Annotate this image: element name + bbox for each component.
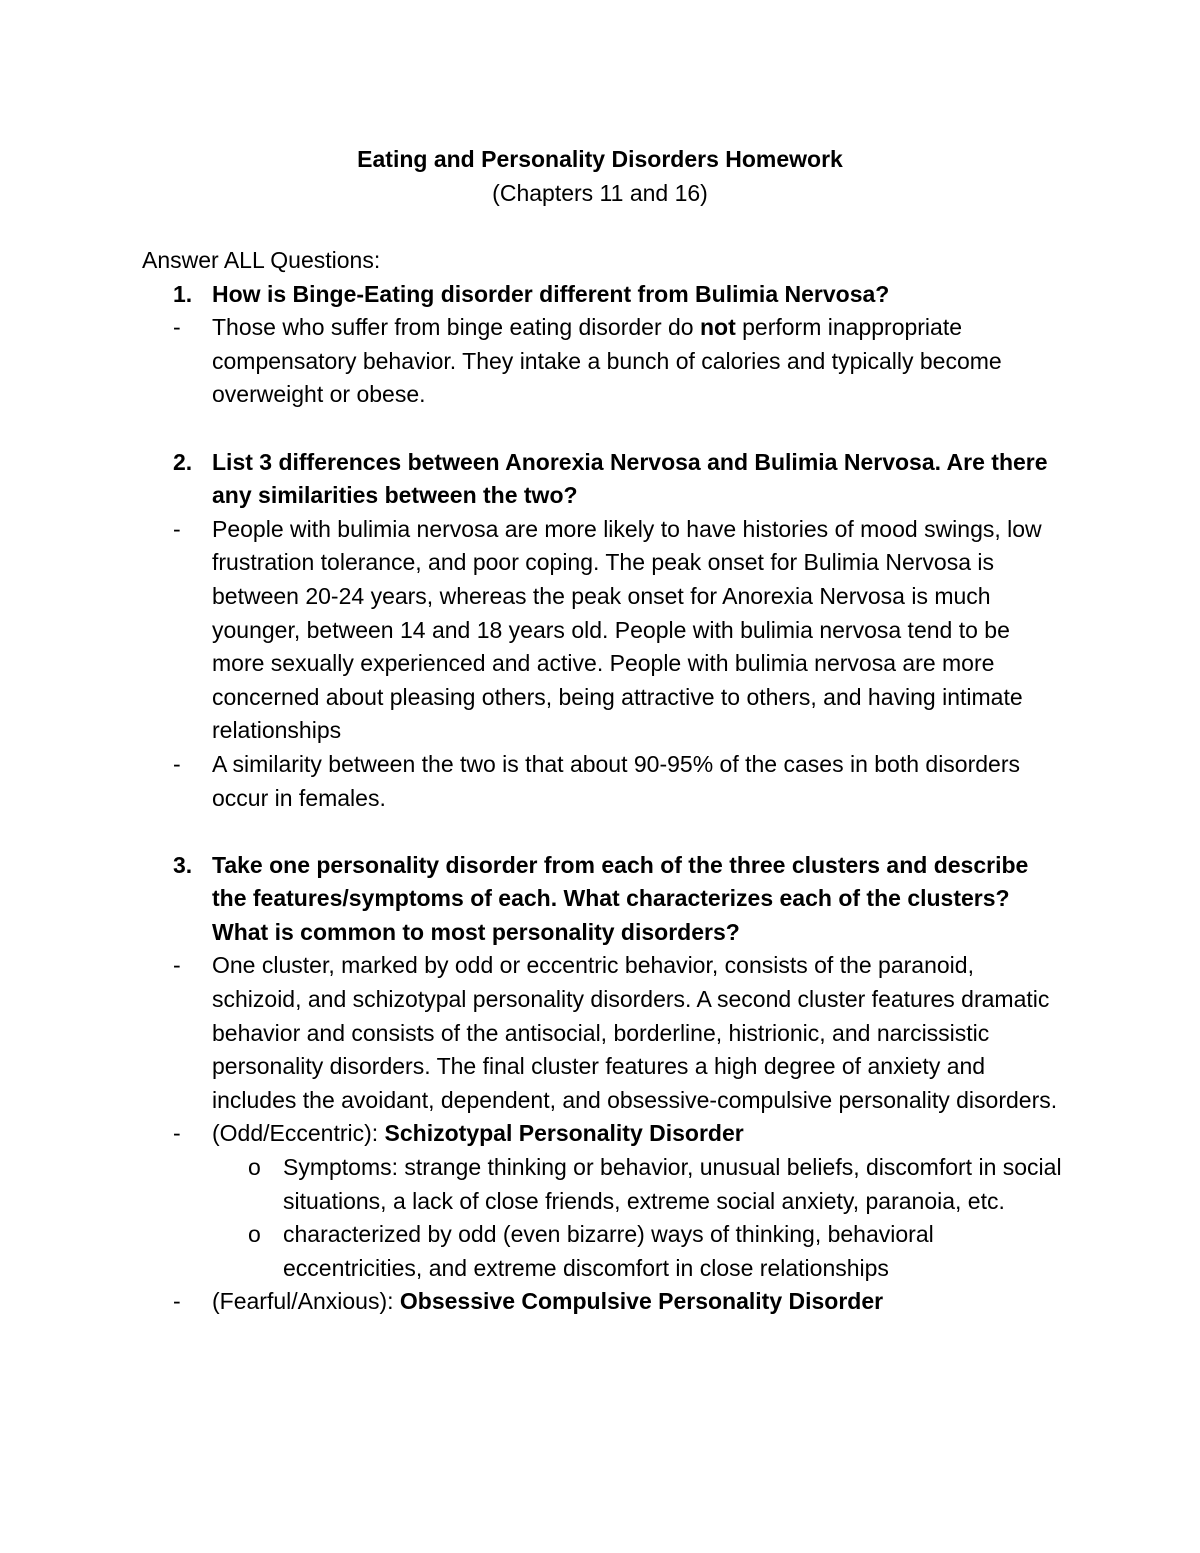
question-text: List 3 differences between Anorexia Nervosa and Bulimia Nervosa. Are there any similarities between the two? xyxy=(212,448,1048,509)
answer-text-post: perform inappropriate compensatory behavior. They intake a bunch of calories and typically become overweight or obese. xyxy=(212,314,1002,408)
answer-2-similarity xyxy=(142,748,1062,815)
intro-text: Answer ALL Questions: xyxy=(142,247,381,273)
sub-bullet-text: Symptoms: strange thinking or behavior, unusual beliefs, discomfort in social situations, a lack of close friends, extreme social anxiety, paranoia, etc. xyxy=(283,1154,1062,1214)
question-number: 2. xyxy=(173,448,193,475)
answer-emphasis: not xyxy=(699,314,736,341)
question-text: Take one personality disorder from each of the three clusters and describe the features/symptoms of each. What characterizes each of the clusters? What is common to most personality disorders? xyxy=(212,851,1029,945)
answer-3-clusters xyxy=(142,949,1062,1117)
answer-text: A similarity between the two is that about 90-95% of the cases in both disorders occur in females. xyxy=(212,750,1020,811)
cluster-a-characterization xyxy=(142,1218,1062,1285)
title-block xyxy=(0,142,1200,210)
disorder-name: Obsessive Compulsive Personality Disorder xyxy=(399,1288,884,1315)
document-title: Eating and Personality Disorders Homework xyxy=(357,146,843,172)
question-text: How is Binge-Eating disorder different from Bulimia Nervosa? xyxy=(212,280,890,307)
answer-1 xyxy=(142,311,1062,412)
answer-2-differences xyxy=(142,513,1062,748)
question-1 xyxy=(142,278,1062,312)
answer-text: One cluster, marked by odd or eccentric behavior, consists of the paranoid, schizoid, and schizotypal personality disorders. A second cluster features dramatic behavior and consists of the antisocial, borderline, histrionic, and narcissistic personality disorders. The final cluster features a high degree of anxiety and includes the avoidant, dependent, and obsessive-compulsive personality disorders. xyxy=(212,952,1058,1113)
sub-bullet-marker: o xyxy=(248,1221,261,1248)
cluster-a-heading xyxy=(142,1117,1062,1151)
answer-text: People with bulimia nervosa are more likely to have histories of mood swings, low frustration tolerance, and poor coping. The peak onset for Bulimia Nervosa is between 20-24 years, whereas the peak onset for Anorexia Nervosa is much younger, between 14 and 18 years old. People with bulimia nervosa tend to be more sexually experienced and active. People with bulimia nervosa are more concerned about pleasing others, being attractive to others, and having intimate relationships xyxy=(212,515,1042,744)
answer-text-pre: Those who suffer from binge eating disorder do xyxy=(212,314,700,341)
bullet-dash: - xyxy=(173,1120,181,1147)
bullet-dash: - xyxy=(173,314,181,341)
cluster-label: (Odd/Eccentric): xyxy=(212,1120,385,1147)
disorder-name: Schizotypal Personality Disorder xyxy=(384,1120,744,1147)
document-body xyxy=(142,244,1062,1319)
cluster-c-heading xyxy=(142,1285,1062,1319)
question-number: 3. xyxy=(173,851,193,878)
question-2 xyxy=(142,446,1062,513)
sub-bullet-text: characterized by odd (even bizarre) ways of thinking, behavioral eccentricities, and extreme discomfort in close relationships xyxy=(283,1221,934,1281)
bullet-dash: - xyxy=(173,750,181,777)
bullet-dash: - xyxy=(173,1288,181,1315)
sub-bullet-marker: o xyxy=(248,1154,261,1181)
cluster-a-symptoms xyxy=(142,1151,1062,1218)
bullet-dash: - xyxy=(173,952,181,979)
question-number: 1. xyxy=(173,280,193,307)
question-3 xyxy=(142,849,1062,950)
cluster-label: (Fearful/Anxious): xyxy=(212,1288,400,1315)
bullet-dash: - xyxy=(173,515,181,542)
document-subtitle: (Chapters 11 and 16) xyxy=(492,180,708,206)
